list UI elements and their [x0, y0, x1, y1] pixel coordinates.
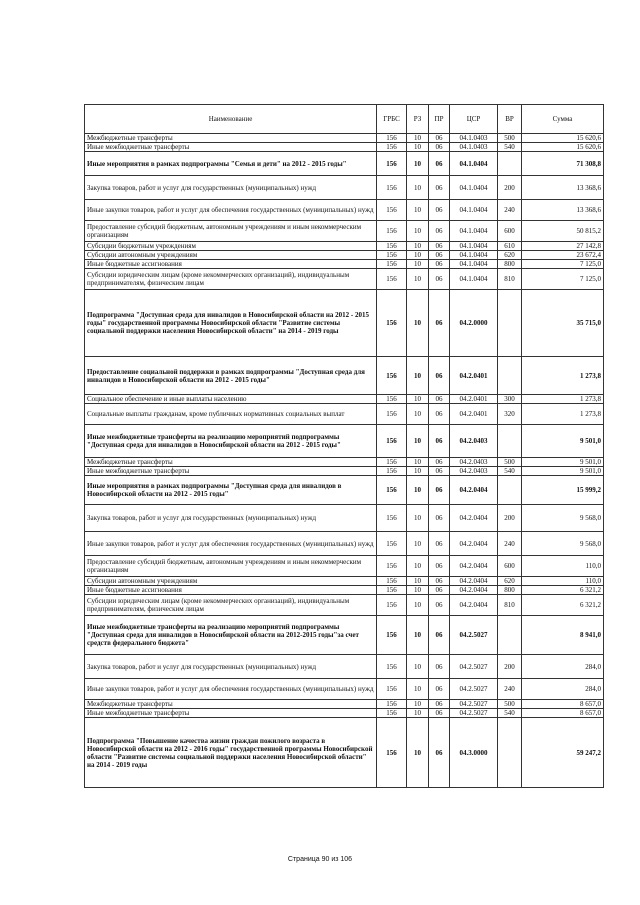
- cell-pr: 06: [429, 357, 450, 395]
- cell-vr: 540: [498, 467, 522, 476]
- cell-grbs: 156: [377, 595, 407, 616]
- cell-pr: 06: [429, 595, 450, 616]
- budget-table-container: [84, 104, 603, 788]
- cell-rz: 10: [407, 505, 429, 532]
- table-body: [85, 134, 604, 788]
- cell-sum: 6 321,2: [522, 595, 604, 616]
- cell-sum: 284,0: [522, 655, 604, 679]
- cell-vr: 540: [498, 143, 522, 152]
- table-row: [85, 251, 604, 260]
- cell-name: Иные мероприятия в рамках подпрограммы "Семья и дети" на 2012 - 2015 годы": [85, 152, 377, 176]
- cell-grbs: 156: [377, 586, 407, 595]
- cell-grbs: 156: [377, 176, 407, 200]
- cell-pr: 06: [429, 251, 450, 260]
- cell-rz: 10: [407, 700, 429, 709]
- cell-name: Субсидии бюджетным учреждениям: [85, 242, 377, 251]
- cell-csr: 04.2.5027: [450, 700, 498, 709]
- cell-sum: 9 501,0: [522, 467, 604, 476]
- cell-rz: 10: [407, 251, 429, 260]
- cell-name: Иные закупки товаров, работ и услуг для обеспечения государственных (муниципальных) нужд: [85, 532, 377, 556]
- cell-name: Предоставление субсидий бюджетным, автономным учреждениям и иным некоммерческим организациям: [85, 221, 377, 242]
- cell-grbs: 156: [377, 718, 407, 788]
- cell-name: Закупка товаров, работ и услуг для государственных (муниципальных) нужд: [85, 505, 377, 532]
- cell-rz: 10: [407, 269, 429, 290]
- cell-sum: 9 568,0: [522, 532, 604, 556]
- table-row: [85, 586, 604, 595]
- cell-pr: 06: [429, 718, 450, 788]
- cell-rz: 10: [407, 176, 429, 200]
- cell-pr: 06: [429, 152, 450, 176]
- cell-rz: 10: [407, 709, 429, 718]
- table-row: [85, 404, 604, 425]
- table-row: [85, 505, 604, 532]
- cell-grbs: 156: [377, 242, 407, 251]
- cell-sum: 7 125,0: [522, 269, 604, 290]
- cell-sum: 1 273,8: [522, 404, 604, 425]
- cell-vr: 800: [498, 586, 522, 595]
- cell-sum: 8 657,0: [522, 700, 604, 709]
- cell-grbs: 156: [377, 425, 407, 458]
- table-row: [85, 709, 604, 718]
- cell-rz: 10: [407, 395, 429, 404]
- cell-csr: 04.2.0404: [450, 476, 498, 505]
- cell-pr: 06: [429, 586, 450, 595]
- cell-vr: 540: [498, 709, 522, 718]
- cell-name: Подпрограмма "Повышение качества жизни граждан пожилого возраста в Новосибирской области на 2012 - 2016 годы" государственной программы Новосибирской области "Развитие системы социальной поддержки населения Новосибирской области" на 2014 - 2019 годы: [85, 718, 377, 788]
- cell-grbs: 156: [377, 616, 407, 655]
- table-row: [85, 595, 604, 616]
- cell-name: Субсидии юридическим лицам (кроме некоммерческих организаций), индивидуальным предпринимателям, физическим лицам: [85, 269, 377, 290]
- cell-pr: 06: [429, 532, 450, 556]
- cell-sum: 15 999,2: [522, 476, 604, 505]
- cell-rz: 10: [407, 616, 429, 655]
- cell-pr: 06: [429, 290, 450, 357]
- cell-grbs: 156: [377, 700, 407, 709]
- cell-name: Закупка товаров, работ и услуг для государственных (муниципальных) нужд: [85, 655, 377, 679]
- cell-csr: 04.2.0403: [450, 458, 498, 467]
- cell-rz: 10: [407, 577, 429, 586]
- cell-vr: 320: [498, 404, 522, 425]
- cell-csr: 04.2.0404: [450, 577, 498, 586]
- cell-name: Межбюджетные трансферты: [85, 134, 377, 143]
- cell-sum: 9 501,0: [522, 458, 604, 467]
- cell-grbs: 156: [377, 655, 407, 679]
- cell-name: Иные межбюджетные трансферты на реализацию мероприятий подпрограммы "Доступная среда для инвалидов в Новосибирской области на 2012 - 2015 годы": [85, 425, 377, 458]
- cell-grbs: 156: [377, 290, 407, 357]
- cell-sum: 9 568,0: [522, 505, 604, 532]
- cell-name: Субсидии автономным учреждениям: [85, 577, 377, 586]
- cell-vr: 600: [498, 221, 522, 242]
- cell-vr: [498, 290, 522, 357]
- cell-rz: 10: [407, 200, 429, 221]
- cell-grbs: 156: [377, 395, 407, 404]
- cell-pr: 06: [429, 134, 450, 143]
- cell-sum: 8 657,0: [522, 709, 604, 718]
- cell-grbs: 156: [377, 709, 407, 718]
- cell-vr: 500: [498, 134, 522, 143]
- cell-sum: 8 941,0: [522, 616, 604, 655]
- cell-csr: 04.2.5027: [450, 616, 498, 655]
- cell-name: Иные бюджетные ассигнования: [85, 260, 377, 269]
- cell-name: Иные межбюджетные трансферты: [85, 467, 377, 476]
- cell-name: Иные межбюджетные трансферты: [85, 143, 377, 152]
- cell-rz: 10: [407, 458, 429, 467]
- cell-name: Предоставление субсидий бюджетным, автономным учреждениям и иным некоммерческим организациям: [85, 556, 377, 577]
- cell-vr: 810: [498, 595, 522, 616]
- cell-grbs: 156: [377, 467, 407, 476]
- cell-rz: 10: [407, 143, 429, 152]
- cell-pr: 06: [429, 269, 450, 290]
- cell-vr: 620: [498, 251, 522, 260]
- cell-grbs: 156: [377, 200, 407, 221]
- cell-grbs: 156: [377, 152, 407, 176]
- cell-grbs: 156: [377, 251, 407, 260]
- table-row: [85, 467, 604, 476]
- cell-pr: 06: [429, 700, 450, 709]
- cell-grbs: 156: [377, 221, 407, 242]
- cell-vr: 300: [498, 395, 522, 404]
- cell-sum: 13 368,6: [522, 200, 604, 221]
- cell-rz: 10: [407, 476, 429, 505]
- cell-pr: 06: [429, 458, 450, 467]
- cell-sum: 59 247,2: [522, 718, 604, 788]
- cell-sum: 7 125,0: [522, 260, 604, 269]
- cell-pr: 06: [429, 404, 450, 425]
- cell-vr: 200: [498, 505, 522, 532]
- cell-sum: 23 672,4: [522, 251, 604, 260]
- cell-csr: 04.1.0404: [450, 152, 498, 176]
- cell-rz: 10: [407, 404, 429, 425]
- cell-vr: 200: [498, 176, 522, 200]
- cell-pr: 06: [429, 655, 450, 679]
- cell-pr: 06: [429, 476, 450, 505]
- cell-name: Иные бюджетные ассигнования: [85, 586, 377, 595]
- cell-pr: 06: [429, 143, 450, 152]
- table-row: [85, 221, 604, 242]
- page-number: Страница 90 из 106: [287, 856, 353, 863]
- header-sum: Сумма: [522, 105, 604, 134]
- cell-sum: 15 620,6: [522, 134, 604, 143]
- cell-sum: 110,0: [522, 556, 604, 577]
- table-row: [85, 556, 604, 577]
- cell-name: Социальное обеспечение и иные выплаты населению: [85, 395, 377, 404]
- header-grbs: ГРБС: [377, 105, 407, 134]
- cell-pr: 06: [429, 200, 450, 221]
- cell-vr: 800: [498, 260, 522, 269]
- cell-rz: 10: [407, 152, 429, 176]
- cell-csr: 04.1.0404: [450, 221, 498, 242]
- table-row: [85, 425, 604, 458]
- cell-csr: 04.3.0000: [450, 718, 498, 788]
- cell-sum: 110,0: [522, 577, 604, 586]
- cell-csr: 04.1.0404: [450, 251, 498, 260]
- cell-name: Закупка товаров, работ и услуг для государственных (муниципальных) нужд: [85, 176, 377, 200]
- cell-grbs: 156: [377, 404, 407, 425]
- cell-vr: 200: [498, 655, 522, 679]
- cell-vr: 240: [498, 532, 522, 556]
- table-row: [85, 655, 604, 679]
- cell-name: Иные мероприятия в рамках подпрограммы "Доступная среда для инвалидов в Новосибирской области на 2012 - 2015 годы": [85, 476, 377, 505]
- cell-sum: 1 273,8: [522, 395, 604, 404]
- table-row: [85, 458, 604, 467]
- cell-csr: 04.2.0000: [450, 290, 498, 357]
- cell-csr: 04.1.0404: [450, 269, 498, 290]
- cell-pr: 06: [429, 709, 450, 718]
- cell-rz: 10: [407, 221, 429, 242]
- table-row: [85, 577, 604, 586]
- header-name: Наименование: [85, 105, 377, 134]
- cell-pr: 06: [429, 467, 450, 476]
- cell-name: Субсидии автономным учреждениям: [85, 251, 377, 260]
- cell-vr: [498, 152, 522, 176]
- cell-pr: 06: [429, 221, 450, 242]
- table-row: [85, 700, 604, 709]
- cell-pr: 06: [429, 577, 450, 586]
- cell-vr: [498, 718, 522, 788]
- cell-name: Социальные выплаты гражданам, кроме публичных нормативных социальных выплат: [85, 404, 377, 425]
- cell-sum: 6 321,2: [522, 586, 604, 595]
- cell-csr: 04.1.0403: [450, 143, 498, 152]
- table-row: [85, 718, 604, 788]
- cell-grbs: 156: [377, 532, 407, 556]
- cell-rz: 10: [407, 425, 429, 458]
- cell-grbs: 156: [377, 679, 407, 700]
- cell-csr: 04.2.0404: [450, 532, 498, 556]
- table-row: [85, 242, 604, 251]
- cell-csr: 04.2.5027: [450, 679, 498, 700]
- table-row: [85, 532, 604, 556]
- cell-sum: 15 620,6: [522, 143, 604, 152]
- table-row: [85, 357, 604, 395]
- cell-pr: 06: [429, 176, 450, 200]
- budget-table: [84, 104, 604, 788]
- table-row: [85, 290, 604, 357]
- cell-grbs: 156: [377, 476, 407, 505]
- cell-rz: 10: [407, 357, 429, 395]
- cell-rz: 10: [407, 260, 429, 269]
- cell-pr: 06: [429, 242, 450, 251]
- cell-csr: 04.2.0401: [450, 404, 498, 425]
- cell-pr: 06: [429, 505, 450, 532]
- cell-rz: 10: [407, 532, 429, 556]
- cell-sum: 50 815,2: [522, 221, 604, 242]
- cell-vr: 810: [498, 269, 522, 290]
- cell-name: Иные закупки товаров, работ и услуг для обеспечения государственных (муниципальных) нужд: [85, 679, 377, 700]
- cell-sum: 27 142,8: [522, 242, 604, 251]
- cell-sum: 71 308,8: [522, 152, 604, 176]
- cell-vr: 610: [498, 242, 522, 251]
- cell-pr: 06: [429, 679, 450, 700]
- header-vr: ВР: [498, 105, 522, 134]
- cell-csr: 04.2.0404: [450, 595, 498, 616]
- cell-grbs: 156: [377, 143, 407, 152]
- cell-rz: 10: [407, 679, 429, 700]
- header-csr: ЦСР: [450, 105, 498, 134]
- cell-vr: [498, 616, 522, 655]
- cell-vr: [498, 476, 522, 505]
- cell-rz: 10: [407, 595, 429, 616]
- cell-rz: 10: [407, 655, 429, 679]
- table-row: [85, 260, 604, 269]
- cell-csr: 04.2.0404: [450, 505, 498, 532]
- cell-name: Межбюджетные трансферты: [85, 700, 377, 709]
- cell-name: Иные межбюджетные трансферты на реализацию мероприятий подпрограммы "Доступная среда для инвалидов в Новосибирской области на 2012-2015 годы"за счет средств федерального бюджета": [85, 616, 377, 655]
- cell-csr: 04.2.0404: [450, 586, 498, 595]
- cell-csr: 04.2.5027: [450, 655, 498, 679]
- cell-vr: [498, 425, 522, 458]
- cell-name: Иные закупки товаров, работ и услуг для обеспечения государственных (муниципальных) нужд: [85, 200, 377, 221]
- cell-name: Межбюджетные трансферты: [85, 458, 377, 467]
- table-row: [85, 143, 604, 152]
- table-row: [85, 176, 604, 200]
- cell-rz: 10: [407, 242, 429, 251]
- cell-name: Предоставление социальной поддержки в рамках подпрограммы "Доступная среда для инвалидов в Новосибирской области на 2012 - 2015 годы": [85, 357, 377, 395]
- cell-vr: [498, 357, 522, 395]
- table-row: [85, 134, 604, 143]
- cell-rz: 10: [407, 586, 429, 595]
- cell-grbs: 156: [377, 577, 407, 586]
- cell-name: Подпрограмма "Доступная среда для инвалидов в Новосибирской области на 2012 - 2015 годы" государственной программы Новосибирской области "Развитие системы социальной поддержки населения Новосибирской области" на 2014 - 2019 годы: [85, 290, 377, 357]
- cell-pr: 06: [429, 395, 450, 404]
- table-row: [85, 395, 604, 404]
- table-row: [85, 152, 604, 176]
- cell-vr: 240: [498, 200, 522, 221]
- cell-name: Иные межбюджетные трансферты: [85, 709, 377, 718]
- cell-csr: 04.1.0404: [450, 242, 498, 251]
- cell-grbs: 156: [377, 260, 407, 269]
- cell-grbs: 156: [377, 134, 407, 143]
- cell-csr: 04.2.0403: [450, 425, 498, 458]
- cell-csr: 04.2.0403: [450, 467, 498, 476]
- cell-sum: 35 715,0: [522, 290, 604, 357]
- cell-vr: 620: [498, 577, 522, 586]
- cell-vr: 500: [498, 700, 522, 709]
- header-rz: РЗ: [407, 105, 429, 134]
- cell-pr: 06: [429, 260, 450, 269]
- cell-pr: 06: [429, 616, 450, 655]
- cell-csr: 04.1.0403: [450, 134, 498, 143]
- cell-rz: 10: [407, 467, 429, 476]
- cell-sum: 13 368,6: [522, 176, 604, 200]
- cell-grbs: 156: [377, 458, 407, 467]
- cell-pr: 06: [429, 556, 450, 577]
- cell-sum: 1 273,8: [522, 357, 604, 395]
- cell-sum: 9 501,0: [522, 425, 604, 458]
- cell-csr: 04.1.0404: [450, 176, 498, 200]
- cell-grbs: 156: [377, 269, 407, 290]
- cell-csr: 04.2.0401: [450, 395, 498, 404]
- cell-rz: 10: [407, 290, 429, 357]
- header-pr: ПР: [429, 105, 450, 134]
- table-row: [85, 269, 604, 290]
- table-row: [85, 679, 604, 700]
- cell-rz: 10: [407, 134, 429, 143]
- cell-vr: 600: [498, 556, 522, 577]
- cell-csr: 04.1.0404: [450, 200, 498, 221]
- cell-grbs: 156: [377, 556, 407, 577]
- cell-rz: 10: [407, 718, 429, 788]
- table-row: [85, 200, 604, 221]
- table-row: [85, 616, 604, 655]
- cell-csr: 04.2.5027: [450, 709, 498, 718]
- cell-name: Субсидии юридическим лицам (кроме некоммерческих организаций), индивидуальным предпринимателям, физическим лицам: [85, 595, 377, 616]
- cell-csr: 04.2.0404: [450, 556, 498, 577]
- cell-sum: 284,0: [522, 679, 604, 700]
- cell-csr: 04.2.0401: [450, 357, 498, 395]
- table-header-row: [85, 105, 604, 134]
- cell-csr: 04.1.0404: [450, 260, 498, 269]
- cell-vr: 500: [498, 458, 522, 467]
- cell-rz: 10: [407, 556, 429, 577]
- cell-grbs: 156: [377, 505, 407, 532]
- cell-vr: 240: [498, 679, 522, 700]
- cell-grbs: 156: [377, 357, 407, 395]
- table-row: [85, 476, 604, 505]
- cell-pr: 06: [429, 425, 450, 458]
